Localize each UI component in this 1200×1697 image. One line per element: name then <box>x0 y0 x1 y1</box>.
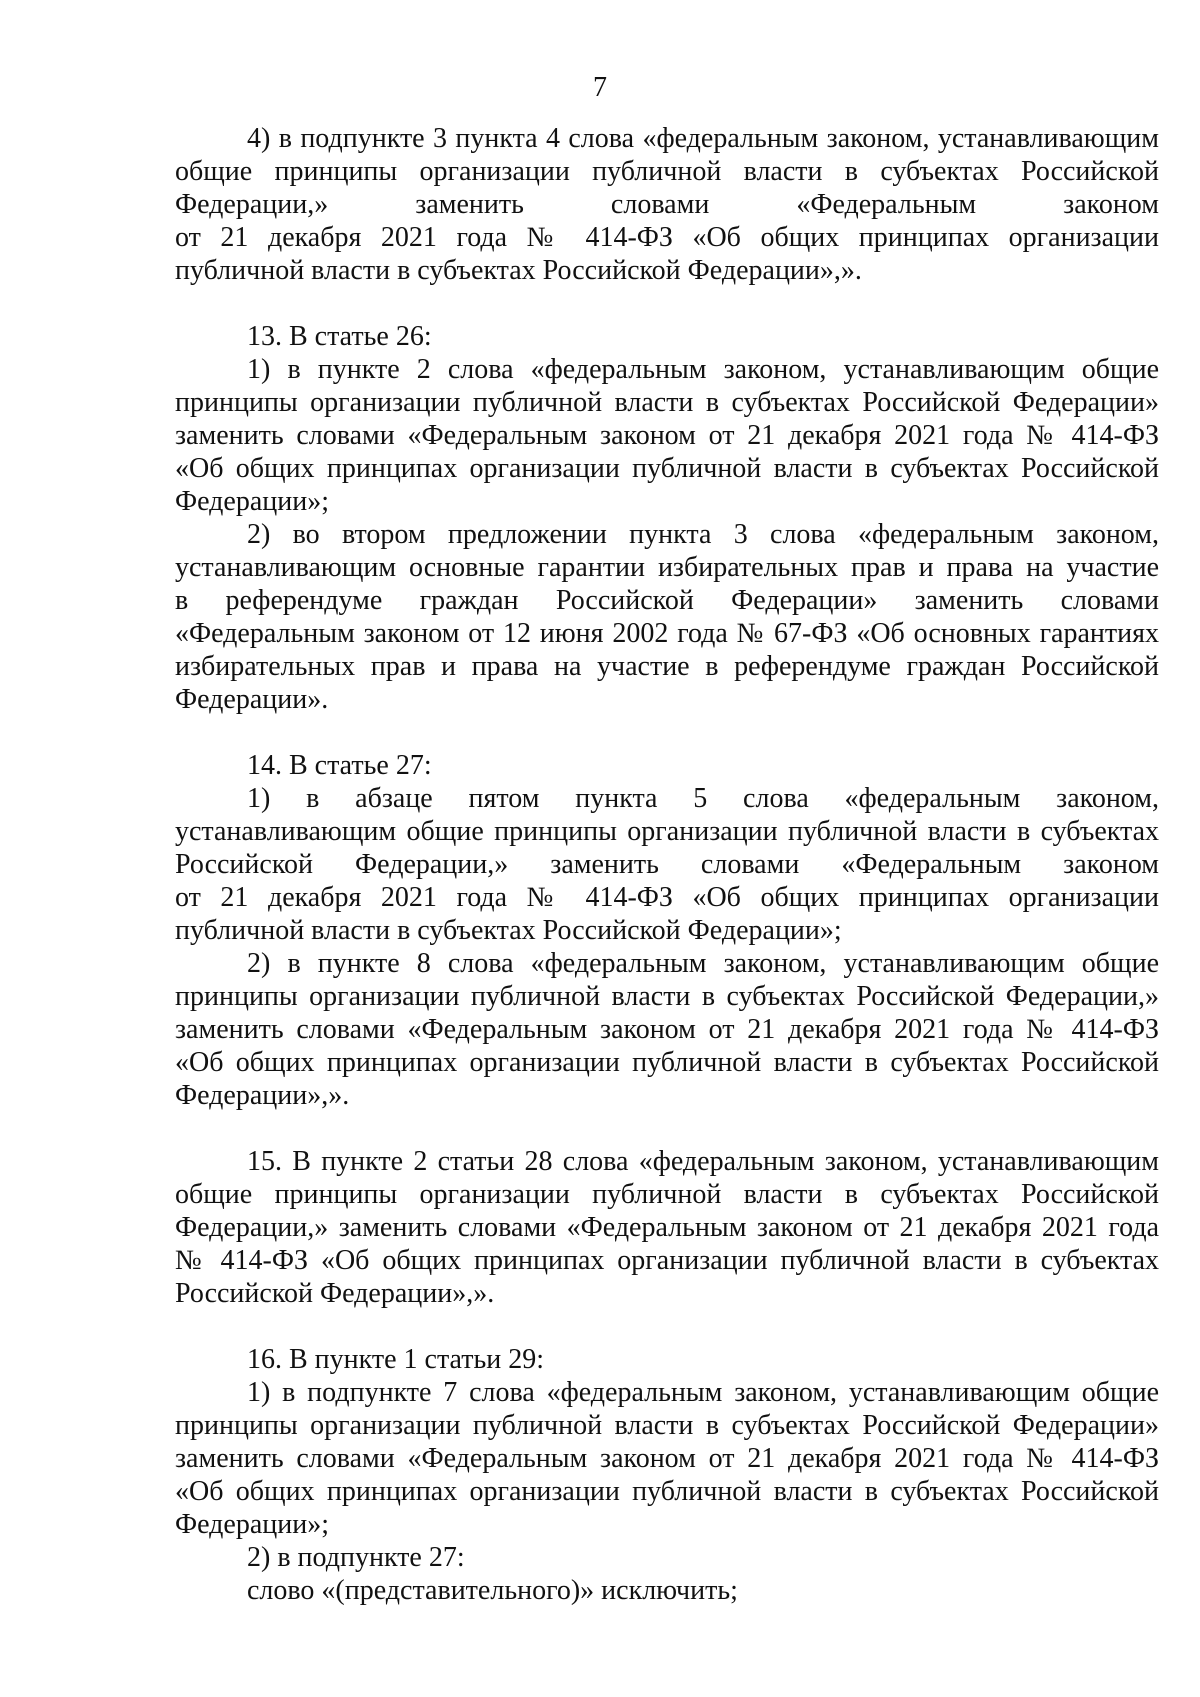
section-heading: 13. В статье 26: <box>247 321 432 352</box>
text-line: «Об общих принципах организации публичной власти в субъектах Российской <box>175 1047 1159 1078</box>
text-line: принципы организации публичной власти в субъектах Российской Федерации» <box>175 1410 1159 1441</box>
text-line: Федерации»,». <box>175 1080 350 1111</box>
text-line: публичной власти в субъектах Российской Федерации»,». <box>175 255 862 286</box>
text-line: Федерации»; <box>175 1509 330 1540</box>
text-line: Федерации,» заменить словами «Федеральным законом от 21 декабря 2021 года <box>175 1212 1159 1243</box>
text-line: 2) во втором предложении пункта 3 слова «федеральным законом, <box>247 519 1159 550</box>
text-line: «Об общих принципах организации публичной власти в субъектах Российской <box>175 1476 1159 1507</box>
text-line: Федерации»; <box>175 486 330 517</box>
text-line: 1) в подпункте 7 слова «федеральным законом, устанавливающим общие <box>247 1377 1159 1408</box>
text-line: 4) в подпункте 3 пункта 4 слова «федеральным законом, устанавливающим <box>247 123 1159 154</box>
text-line: принципы организации публичной власти в субъектах Российской Федерации» <box>175 387 1159 418</box>
text-line: публичной власти в субъектах Российской Федерации»; <box>175 915 842 946</box>
text-line: 1) в абзаце пятом пункта 5 слова «федеральным законом, <box>247 783 1159 814</box>
text-line: устанавливающим общие принципы организации публичной власти в субъектах <box>175 816 1159 847</box>
text-line: № 414-ФЗ «Об общих принципах организации публичной власти в субъектах <box>175 1245 1159 1276</box>
text-line: избирательных прав и права на участие в референдуме граждан Российской <box>175 651 1159 682</box>
text-line: Федерации». <box>175 684 329 715</box>
text-line: устанавливающим основные гарантии избирательных прав и права на участие <box>175 552 1159 583</box>
text-line: заменить словами «Федеральным законом от 21 декабря 2021 года № 414-ФЗ <box>175 1014 1159 1045</box>
page-number: 7 <box>593 72 607 103</box>
text-line: заменить словами «Федеральным законом от 21 декабря 2021 года № 414-ФЗ <box>175 1443 1159 1474</box>
text-line: общие принципы организации публичной власти в субъектах Российской <box>175 1179 1159 1210</box>
text-line: в референдуме граждан Российской Федерации» заменить словами <box>175 585 1159 616</box>
text-line: Российской Федерации»,». <box>175 1278 495 1309</box>
text-line: 1) в пункте 2 слова «федеральным законом, устанавливающим общие <box>247 354 1159 385</box>
text-line: принципы организации публичной власти в субъектах Российской Федерации,» <box>175 981 1159 1012</box>
section-heading: 16. В пункте 1 статьи 29: <box>247 1344 545 1375</box>
text-line: Российской Федерации,» заменить словами «Федеральным законом <box>175 849 1159 880</box>
text-line: от 21 декабря 2021 года № 414-ФЗ «Об общих принципах организации <box>175 222 1159 253</box>
text-line: «Федеральным законом от 12 июня 2002 года № 67-ФЗ «Об основных гарантиях <box>175 618 1159 649</box>
text-line: общие принципы организации публичной власти в субъектах Российской <box>175 156 1159 187</box>
text-line: Федерации,» заменить словами «Федеральным законом <box>175 189 1159 220</box>
text-line: 2) в пункте 8 слова «федеральным законом, устанавливающим общие <box>247 948 1159 979</box>
text-line: слово «(представительного)» исключить; <box>247 1575 738 1606</box>
text-line: 2) в подпункте 27: <box>247 1542 465 1573</box>
text-line: «Об общих принципах организации публичной власти в субъектах Российской <box>175 453 1159 484</box>
section-heading: 15. В пункте 2 статьи 28 слова «федеральным законом, устанавливающим <box>247 1146 1159 1177</box>
text-line: от 21 декабря 2021 года № 414-ФЗ «Об общих принципах организации <box>175 882 1159 913</box>
text-line: заменить словами «Федеральным законом от 21 декабря 2021 года № 414-ФЗ <box>175 420 1159 451</box>
section-heading: 14. В статье 27: <box>247 750 432 781</box>
